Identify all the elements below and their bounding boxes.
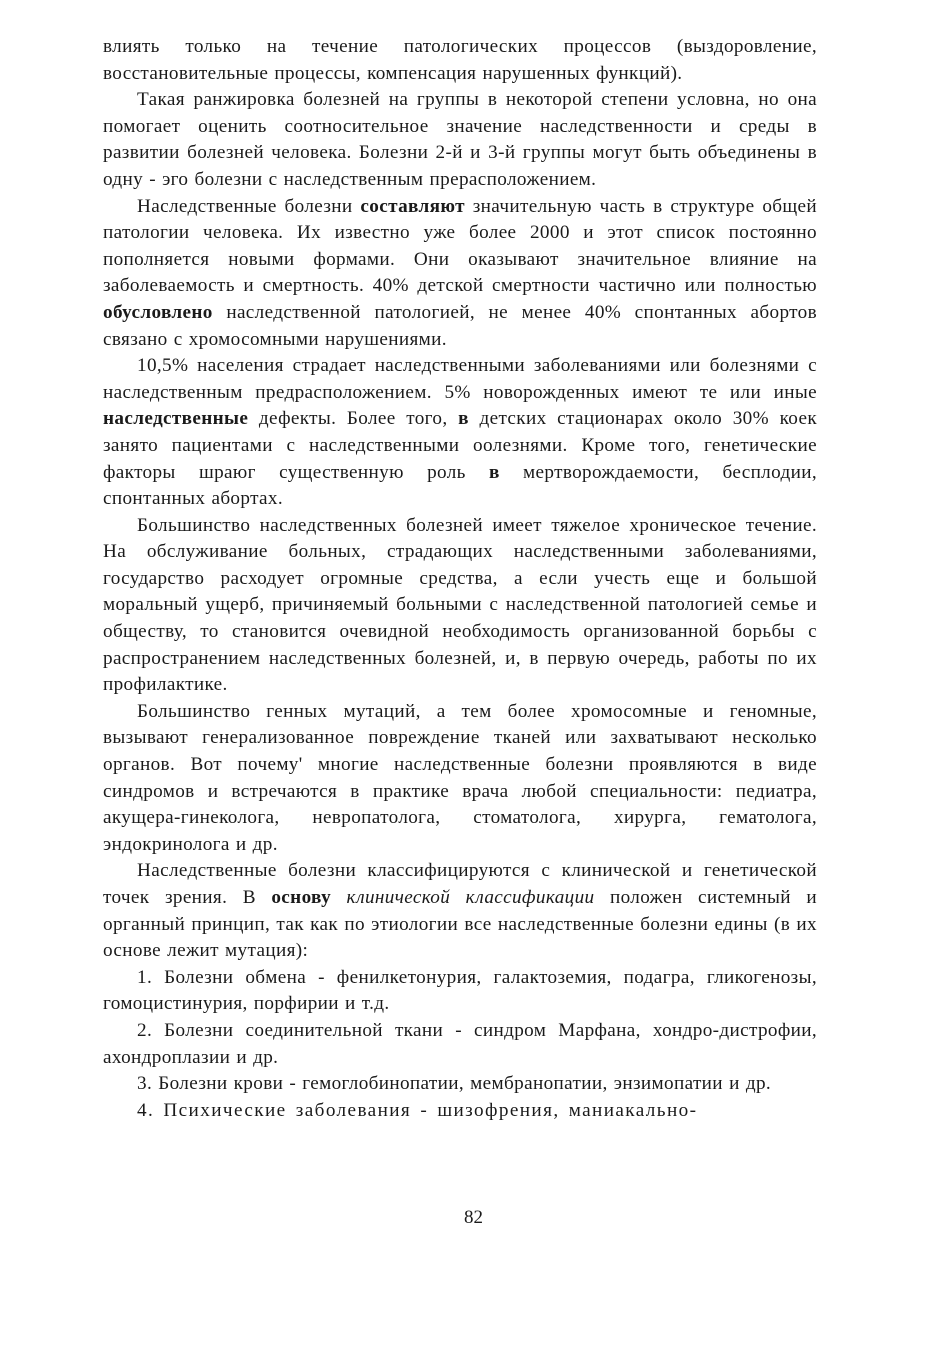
paragraph-2 <box>103 87 817 193</box>
paragraph-7-italic-d: клинической классификации <box>346 887 595 908</box>
paragraph-7-text-a: Наследственные болезни классифицируются с клинической и генетической точек зрения. В <box>103 860 817 908</box>
paragraph-7 <box>103 858 817 964</box>
paragraph-3-bold-d: обусловлено <box>103 301 213 323</box>
list-item-2-text: 2. Болезни соединительной ткани - синдром Марфана, хондро-дистрофии, ахондроплазии и др. <box>103 1019 817 1068</box>
paragraph-3-text-a: Наследственные болезни <box>137 195 361 217</box>
paragraph-7-bold-b: основу <box>271 887 332 908</box>
list-item-4 <box>103 1098 817 1125</box>
paragraph-6-text: Большинство генных мутаций, а тем более хромосомные и геномные, вызывают генерализованное повреждение тканей или захватывают несколько органов. Вот почему' многие наследственные болезни проявляются в виде синдромов и встречаются в практике врача любой специальности: педиатра, акущера-гинеколога, невропатолога, стоматолога, хирурга, гематолога, эндокринолога и др. <box>103 700 817 855</box>
paragraph-4-bold-d: в <box>458 408 469 430</box>
paragraph-4-text-c: дефекты. Более того, <box>248 408 459 430</box>
page-body <box>103 34 817 1124</box>
paragraph-5-text: Большинство наследственных болезней имеет тяжелое хроническое течение. На обслуживание больных, страдающих наследственными заболеваниями, государство расходует огромные средства, а если учесть еще и большой моральный ущерб, причиняемый больными с наследственной патологией семье и обществу, то становится очевидной необходимость организованной борьбы с распространением наследственных болезней, и, в первую очередь, работы по их профилактике. <box>103 514 817 696</box>
paragraph-3-text-c: значительную часть в структуре общей патологии человека. Их известно уже более 2000 и этот список постоянно пополняется новыми формами. Они оказывают значительное влияние на заболеваемость и смертность. 40% детской смертности частично или полностью <box>103 195 817 297</box>
paragraph-2-text: Такая ранжировка болезней на группы в некоторой степени условна, но она помогает оценить соотносительное значение наследственности и среды в развитии болезней человека. Болезни 2-й и 3-й группы могут быть объединены в одну - эго болезни с наследственным прерасположением. <box>103 89 817 190</box>
paragraph-4-bold-b: наследственные <box>103 408 249 430</box>
paragraph-3-bold-a: составляют <box>360 195 465 217</box>
paragraph-4-bold-f: в <box>489 461 500 483</box>
paragraph-5 <box>103 513 817 699</box>
paragraph-4-text-g: мертворождаемости, бесплодии, спонтанных абортах. <box>103 461 817 510</box>
paragraph-3-text-e: наследственной патологией, не менее 40% спонтанных абортов связано с хромосомными нарушениями. <box>103 301 817 350</box>
list-item-3-text: 3. Болезни крови - гемоглобинопатии, мембранопатии, энзимопатии и др. <box>137 1073 772 1095</box>
paragraph-4-text-e: детских стационарах около 30% коек занято пациентами с наследственными оолезнями. Кроме того, генетические факторы шраюг существенную роль <box>103 408 817 483</box>
paragraph-7-text-e: положен системный и органный принцип, так как по этиологии все наследственные болезни едины (в их основе лежит мутация): <box>103 887 817 962</box>
list-item-1-text: 1. Болезни обмена - фенилкетонурия, галактоземия, подагра, гликогенозы, гомоцистинурия, порфирии и т.д. <box>103 966 817 1015</box>
paragraph-6 <box>103 699 817 859</box>
paragraph-4 <box>103 353 817 513</box>
paragraph-3 <box>103 194 817 354</box>
paragraph-1 <box>103 34 817 87</box>
list-item-1 <box>103 965 817 1018</box>
list-item-3 <box>103 1071 817 1098</box>
paragraph-7-text-c <box>331 887 346 908</box>
list-item-4-text: 4. Психические заболевания - шизофрения, маниакально- <box>137 1099 698 1121</box>
list-item-2 <box>103 1018 817 1071</box>
page-number: 82 <box>464 1207 483 1228</box>
paragraph-1-text: влиять только на течение патологических процессов (выздоровление, восстановительные процессы, компенсация нарушенных функций). <box>103 36 817 84</box>
paragraph-4-text-a: 10,5% населения страдает наследственными заболеваниями или болезнями с наследственным предрасположением. 5% новорожденных имеют те или иные <box>103 355 817 403</box>
